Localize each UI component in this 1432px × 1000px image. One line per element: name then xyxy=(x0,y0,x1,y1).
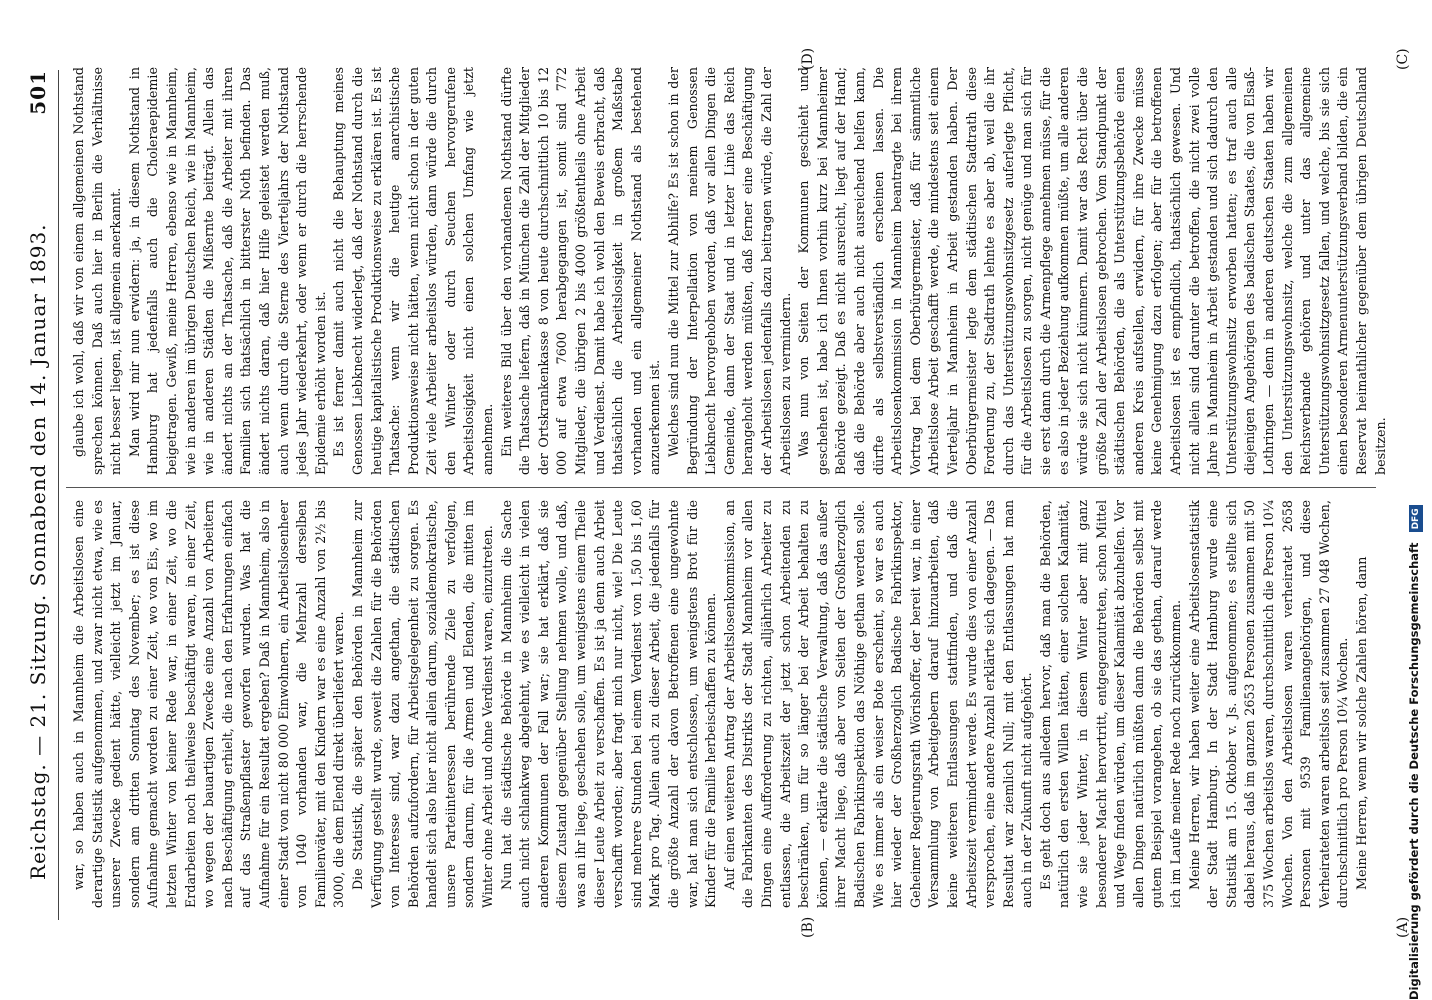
footer-text: Digitalisierung gefördert durch die Deutsche Forschungsgemeinschaft xyxy=(1407,542,1421,1000)
paragraph: Es geht doch aus alledem hervor, daß man die Behörden, natürlich den ersten Willen hätten, einer solchen Kalamität, wie sie jeder Winter, in diesem Winter aber mit ganz besonderer Macht hervortritt, entgegenzutreten, schon Mittel und Wege finden würden, um dieser Kalamität abzuhelfen. Vor allen Dingen natürlich müßten dann die Behörden selbst mit gutem Beispiel vorangehen, ob sie das gethan, darauf werde ich im Laufe meiner Rede noch zurückkommen. xyxy=(1037,500,1184,908)
page-number: 501 xyxy=(26,70,50,115)
dfg-logo: DFG xyxy=(1409,505,1423,532)
paragraph: Meine Herren, wir haben weiter eine Arbeitslosenstatistik der Stadt Hamburg. In der Stadt Hamburg wurde eine Statistik am 15. Oktober v. Js. aufgenommen; es stellte sich dabei heraus, daß im ganzen 2653 Personen zusammen mit 50 375 Wochen arbeitslos waren, durchschnittlich die Person 10¼ Wochen. Von den Arbeitslosen waren verheiratet 2658 Personen mit 9539 Familienangehörigen, und diese Verheirateten waren arbeitslos seit zusammen 27 048 Wochen, durchschnittlich pro Person 10¼ Wochen. xyxy=(1186,500,1351,908)
margin-mark-d: (D) xyxy=(800,47,816,70)
column-divider xyxy=(66,487,1376,488)
paragraph: Ein weiteres Bild über den vorhandenen Nothstand dürfte die Thatsache liefern, daß in München die Zahl der Mitglieder der Ortskrankenkasse 8 von heute durchschnittlich 10 bis 12 000 auf etwa 7600 herabgegangen ist, somit sind 772 Mitglieder, die übrigen 2 bis 4000 größtentheils ohne Arbeit und Verdienst. Damit habe ich wohl den Beweis erbracht, daß thatsächlich die Arbeitslosigkeit in großem Maßstabe vorhanden und ein allgemeiner Nothstand als bestehend anzuerkennen ist. xyxy=(498,67,663,475)
paragraph: glaube ich wohl, daß wir von einem allgemeinen Nothstand sprechen können. Daß auch hier in Berlin die Verhältnisse nicht besser liegen, ist allgemein anerkannt. xyxy=(71,67,124,475)
paragraph: Meine Herren, wenn wir solche Zahlen hören, dann xyxy=(1353,556,1369,890)
paragraph: Nun hat die städtische Behörde in Mannheim die Sache auch nicht schlankweg abgelehnt, wie es vielleicht in vielen anderen Kommunen der Fall war; sie hat erklärt, daß sie diesem Zustand gegenüber Stellung nehmen wolle, und daß, was an ihr liege, geschehen solle, um wenigstens einem Theile dieser Leute Arbeit zu verschaffen. Es ist ja denn auch Arbeit verschafft worden; aber fragt mich nur nicht, wie! Die Leute sind mehrere Stunden bei einem Verdienst von 1,50 bis 1,60 Mark pro Tag. Allein auch zu dieser Arbeit, die jedenfalls für die größte Anzahl der davon Betroffenen eine ungewohnte war, hat man sich entschlossen, um wenigstens Brot für die Kinder für die Familie herbeischaffen zu können. xyxy=(498,500,719,908)
digitization-footer xyxy=(1404,0,1424,1000)
page-header xyxy=(18,70,59,920)
paragraph: Man wird mir nun erwidern: ja, in diesem Nothstand in Hamburg hat jedenfalls auch die Choleraepidemie beigetragen. Gewiß, meine Herren, ebenso wie in Mannheim, wie in anderen im übrigen Deutschen Reich, wie in Mannheim, wie in anderen Städten die Mißernte beiträgt. Allein das ändert nichts an der Thatsache, daß die Arbeiter mit ihren Familien sich thatsächlich in bitterster Noth befinden. Das ändert nichts daran, daß hier Hilfe geleistet werden muß, auch wenn durch die Sterne des Vierteljahrs der Nothstand jedes Jahr wiederkehrt, oder wenn er durch die herrschende Epidemie erhöht worden ist. xyxy=(126,67,328,475)
paragraph: Was nun von Seiten der Kommunen geschieht und geschehen ist, habe ich Ihnen vorhin kurz bei Mannheimer Behörde gezeigt. Daß es nicht ausreicht, liegt auf der Hand; daß die Behörde aber auch nicht ausreichend helfen kann, dürfte als selbstverständlich erscheinen lassen. Die Arbeitslosenkommission in Mannheim beantragte bei ihrem Vortrag bei dem Oberbürgermeister, daß für sämmtliche Arbeitslose Arbeit geschafft werde, die mindestens seit einem Vierteljahr in Mannheim in Arbeit gestanden haben. Der Oberbürgermeister legte dem städtischen Stadtrath diese Forderung zu, der Stadtrath lehnte es aber ab, weil die ihr durch das Unterstützungswohnsitzgesetz auferlegte Pflicht, für die Arbeitslosen zu sorgen, nicht genüge und man sich für sie erst dann durch die Armenpflege annehmen müsse, für die es also in jeder Beziehung aufkommen müßte, um alle anderen würde sie sich nicht kümmern. Damit war das Recht über die größte Zahl der Arbeitslosen gebrochen. Vom Standpunkt der städtischen Behörden, die als Unterstützungsbehörde einen anderen Kreis aufstellen, erwidern, für ihre Zwecke müsse keine Genehmigung dazu erfolgen; aber für die betroffenen Arbeitslosen ist es empfindlich, thatsächlich gewesen. Und nicht allein sind darunter die betroffen, die nicht zwei volle Jahre in Mannheim in Arbeit gestanden und sich dadurch den Unterstützungswohnsitz erworben hatten; es traf auch alle diejenigen Angehörigen des badischen Staates, die von Elsaß-Lothringen — denn in anderen deutschen Staaten haben wir den Unterstützungswohnsitz, welche die zum allgemeinen Reichsverbande gehören und unter das allgemeine Unterstützungswohnsitzgesetz fallen, und welche, bis sie sich einen besonderen Armenunterstützungsverband bilden, die ein Reservat heimathlicher gegenüber dem übrigen Deutschland besitzen. xyxy=(796,67,1388,475)
paragraph: Die Statistik, die später den Behörden in Mannheim zur Verfügung gestellt wurde, soweit die Zahlen für die Behörden von Interesse sind, war dazu angethan, die städtischen Behörden aufzufordern, für Arbeitsgelegenheit zu sorgen. Es handelt sich also hier nicht allein darum, sozialdemokratische, unsere Parteiinteressen berührende Ziele zu verfolgen, sondern darum, für die Armen und Elenden, die mitten im Winter ohne Arbeit und ohne Verdienst waren, einzutreten. xyxy=(349,500,496,908)
paragraph: Es ist ferner damit auch nicht die Behauptung meines Genossen Liebknecht widerlegt, daß der Nothstand durch die heutige kapitalistische Produktionsweise zu erklären ist. Es ist Thatsache: wenn wir die heutige anarchistische Produktionsweise nicht hätten, wenn nicht schon in der guten Zeit viele Arbeiter arbeitslos würden, dann würde die durch den Winter oder durch Seuchen hervorgerufene Arbeitslosigkeit nicht einen solchen Umfang wie jetzt annehmen. xyxy=(331,67,496,475)
page-header-title: Reichstag. — 21. Sitzung. Sonnabend den 14. Januar 1893. xyxy=(26,223,50,880)
margin-mark-a: (A) xyxy=(1395,916,1411,938)
paragraph: Welches sind nun die Mittel zur Abhilfe? Es ist schon in der Begründung der Interpellation von meinem Genossen Liebknecht hervorgehoben worden, daß vor allen Dingen die Gemeinde, dann der Staat und in letzter Linie das Reich herangeholt werden müßten, daß ferner eine Beschäftigung der Arbeitslosen jedenfalls dazu beitragen würde, die Zahl der Arbeitslosen zu vermindern. xyxy=(666,67,793,475)
margin-mark-c: (C) xyxy=(1395,48,1411,70)
paragraph: war, so haben auch in Mannheim die Arbeitslosen eine derartige Statistik aufgenommen, und zwar nicht etwa, wie es unserer Zwecke gedient hätte, vielleicht jetzt im Januar, sondern am dritten Sonntag des November; es ist diese Aufnahme gemacht worden zu einer Zeit, wo von Eis, wo im letzten Winter von keiner Rede war, in einer Zeit, wo die Erdarbeiten noch theilweise beschäftigt waren, in einer Zeit, wo wegen der bauartigen Zwecke eine Anzahl von Arbeitern nach Beschäftigung erhielt, die nach den Erfahrungen einfach auf das Straßenpflaster geworfen wurden. Was hat die Aufnahme für ein Resultat ergeben? Daß in Mannheim, also in einer Stadt von nicht 80 000 Einwohnern, ein Arbeitslosenheer von 1040 vorhanden war, die Mehrzahl derselben Familienväter, mit den Kindern war es eine Anzahl von 2½ bis 3000, die dem Elend direkt überliefert waren. xyxy=(71,500,347,908)
right-column xyxy=(70,67,1388,475)
paragraph: Auf einen weiteren Antrag der Arbeitslosenkommission, an die Fabrikanten des Distrikts der Stadt Mannheim vor allen Dingen eine Aufforderung zu richten, alljährlich Arbeiter zu entlassen, die Arbeitszeit der jetzt schon Arbeitenden zu beschränken, um für so länger bei der Arbeit behalten zu können, — erklärte die städtische Verwaltung, daß das außer ihrer Macht liege, daß aber von Seiten der Großherzoglich Badischen Fabrikinspektion das Nöthige gethan werden solle. Wie es immer als ein weiser Bote erscheint, so war es auch hier wieder der Großherzoglich Badische Fabrikinspektor, Geheimer Regierungsrath Wörishoffer, der bereit war, in einer Versammlung von Arbeitgebern darauf hinzuarbeiten, daß keine weiteren Entlassungen stattfinden, und daß die Arbeitszeit vermindert werde. Es wurde dies von einer Anzahl versprochen, eine andere Anzahl erklärte sich dagegen. — Das Resultat war ziemlich Null; mit den Entlassungen hat man auch in der Zukunft nicht aufgehört. xyxy=(721,500,1035,908)
margin-mark-b: (B) xyxy=(800,916,816,938)
left-column xyxy=(70,500,1370,908)
